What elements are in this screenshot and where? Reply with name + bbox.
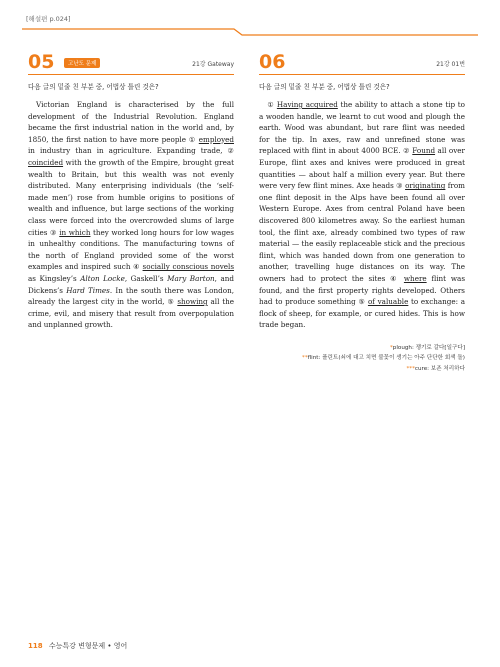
question-header <box>259 52 465 74</box>
choice-marker: ② <box>403 146 413 156</box>
choice-marker: ① <box>188 134 199 144</box>
divider <box>259 74 465 75</box>
underlined-choice-5: of valuable <box>367 297 409 307</box>
question-source: 21강 Gateway <box>192 61 234 68</box>
glossary <box>259 343 465 375</box>
choice-marker: ④ <box>390 273 404 283</box>
choice-marker: ③ <box>396 181 406 191</box>
choice-marker: ③ <box>50 227 60 237</box>
question-source: 21강 01번 <box>436 61 465 68</box>
question-header <box>28 52 234 74</box>
page-footer <box>28 641 127 651</box>
question-prompt: 다음 글의 밑줄 친 부분 중, 어법상 틀린 것은? <box>259 83 390 91</box>
question-number: 05 <box>28 51 55 73</box>
passage: ① Having acquired the ability to attach a stone tip to a wooden handle, we learnt to cut wood and plough the earth. Wood was abundant, but rare flint was needed for the tip. In axes, raw and unrefined stone was replaced with flint in about 4000 BCE. ② Found all over Europe, flint axes and knives were produced in great quantities — about half a million every year. But there were very few flint mines. Axe heads ③ originating from one flint deposit in the Alps have been found all over Western Europe. Axes from central Poland have been discovered 800 kilometres away. So the earliest human tool, the flint axe, already combined two types of raw material — the easily replaceable stick and the precious flint, which was handed down from one generation to another, travelling huge distances on its way. The owners had to protect the sites ④ where flint was found, and the first property rights developed. Others had to produce something ⑤ of valuable to exchange: a flock of sheep, for example, or cured hides. This is how trade began. <box>259 100 466 330</box>
underlined-choice-4: socially conscious novels <box>142 262 235 272</box>
underlined-choice-5: showing <box>177 297 208 307</box>
glossary-item: ***cure: 보존 처리하다 <box>406 365 465 372</box>
glossary-item: *plough: 쟁기로 갈다[일구다] <box>390 344 465 351</box>
underlined-choice-3: originating <box>405 181 446 191</box>
question-06 <box>259 52 465 374</box>
book-title: 수능특강 변형문제 • 영어 <box>48 642 128 650</box>
glossary-item: **flint: 플린트(쇠에 대고 치면 불꽃이 생기는 아주 단단한 회색 돌) <box>302 355 465 362</box>
header-rule <box>22 28 478 36</box>
page-number: 118 <box>28 642 43 650</box>
passage: Victorian England is characterised by the full development of the Industrial Revolution. England became the first industrial nation in the world and, by 1850, the first nation to have more people ① employed in industry than in agriculture. Expanding trade, ② coincided with the growth of the Empire, brought great wealth to Britain, but this wealth was not evenly distributed. Many enterprising individuals (the ‘self-made men’) rose from humble origins to positions of wealth and influence, but large sections of the working class were forced into the overcrowded slums of large cities ③ in which they worked long hours for low wages in unhealthy conditions. The manufacturing towns of the north of England provided some of the worst examples and inspired such ④ socially conscious novels as Kingsley’s Alton Locke, Gaskell’s Mary Barton, and Dickens’s Hard Times. In the south there was London, already the largest city in the world, ⑤ showing all the crime, evil, and misery that result from overpopulation and unplanned growth. <box>28 100 235 330</box>
underlined-choice-1: employed <box>198 134 234 144</box>
question-number: 06 <box>259 51 286 73</box>
underlined-choice-3: in which <box>59 227 91 237</box>
choice-marker: ④ <box>133 262 143 272</box>
question-prompt: 다음 글의 밑줄 친 부분 중, 어법상 틀린 것은? <box>28 83 159 91</box>
underlined-choice-2: Found <box>412 146 436 156</box>
underlined-choice-2: coincided <box>28 157 64 167</box>
question-05 <box>28 52 234 331</box>
choice-marker: ⑤ <box>167 297 178 307</box>
choice-marker: ⑤ <box>358 297 368 307</box>
choice-marker: ② <box>227 146 234 156</box>
underlined-choice-4: where <box>403 273 427 283</box>
underlined-choice-1: Having acquired <box>276 100 338 109</box>
divider <box>28 74 234 75</box>
difficulty-badge: 고난도 문제 <box>64 58 100 68</box>
answer-reference: [해설편 p.024] <box>26 15 71 23</box>
choice-marker: ① <box>267 100 277 109</box>
